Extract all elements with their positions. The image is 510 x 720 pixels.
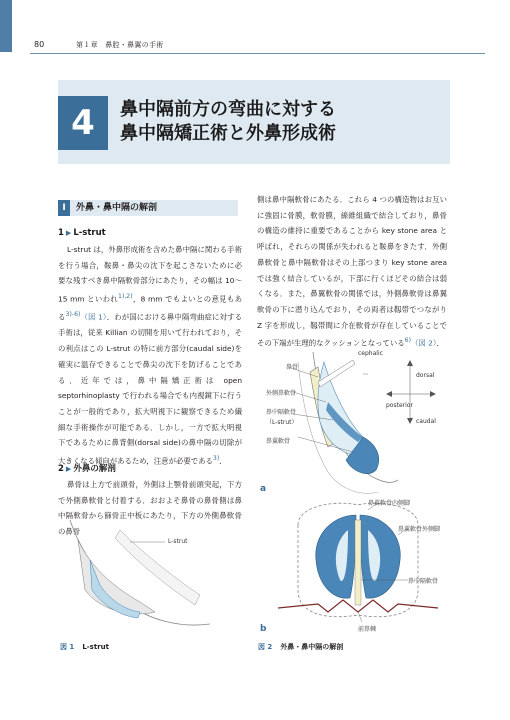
citation: 3)-6) [65, 311, 81, 319]
paragraph-keystone [257, 192, 447, 352]
paragraph-text: ．わが国における鼻中隔弯曲症に対する手術は，従来 Killian の切開を用いて行われており，その利点はこの L-strut の特に前方部分(caudal side)を確実に温存できることで鼻尖の沈下を防げることである．近年では，鼻中隔矯正術は open septorhinoplasty で行われる場合でも内視鏡下に行うことが一般的であり，拡大明視下に観察できるため繊細な手術操作が可能である．しかし，一方で拡大明視下であるために鼻背側(dorsal side)の鼻中隔の切除が大きくなる傾向があるため，注意が必要である [58, 312, 242, 466]
label-lstrut-fig1: L-strut [168, 538, 188, 545]
subheading-label: 外鼻の解剖 [73, 464, 116, 474]
section-number-box: 4 [58, 96, 108, 150]
paragraph-text: ． [436, 338, 444, 348]
subheading-label: L-strut [73, 228, 106, 238]
caption-text: 外鼻・鼻中隔の解剖 [280, 643, 344, 651]
citation: 3) [212, 455, 220, 463]
label-medial-crus: 鼻翼軟骨内側脚 [368, 500, 411, 507]
section-heading-number: I [58, 200, 70, 216]
page-number: 80 [34, 40, 45, 49]
subheading-lstrut [58, 228, 106, 238]
figure-1 [60, 520, 240, 632]
figure-2b [258, 500, 458, 640]
caption-number: 図 2 [258, 643, 273, 651]
triangle-arrow-icon: ▶ [65, 229, 72, 237]
subheading-number: 1 [58, 228, 64, 238]
label-anterior-nasal-spine: 前鼻棘 [358, 626, 377, 633]
figure-1-caption [60, 642, 109, 652]
paragraph-text: 側は鼻中隔軟骨にあたる．これら 4 つの構造物はお互いに強固に骨膜，軟骨膜，線維組織で結合しており，鼻骨の構造の維持に重要であることから key stone area と呼ばれ，それらの関係が失われると鞍鼻をきたす．外側鼻軟骨と鼻中隔軟骨はその上部つまり key stone area では強く結合しているが，下部に行くほどその結合は弱くなる．また，鼻翼軟骨の関係では，外側鼻軟骨は鼻翼軟骨の下に潜り込んでおり，その両者は靱帯でつながり Z 字を形成し，靱帯間に介在軟骨が存在していることでその下端が生理的なクッションとなっている [257, 195, 447, 348]
citation: 6) [404, 337, 411, 345]
label-alar-cartilage: 鼻翼軟骨 [266, 438, 291, 445]
figure-reference: （図 1） [80, 312, 107, 322]
subheading-external-nose [58, 462, 116, 474]
header-rule [30, 53, 485, 54]
panel-letter-b: b [260, 624, 267, 634]
nose-base-illustration [258, 500, 458, 640]
label-nasal-bone: 鼻骨 [286, 364, 299, 371]
figure-reference: （図 2） [411, 338, 437, 348]
label-lstrut: （L-strut） [266, 419, 298, 426]
label-dorsal: dorsal [416, 372, 435, 379]
paragraph-text: L-strut は，外鼻形成術を含めた鼻中隔に関わる手術を行う場合，鞍鼻・鼻尖の沈下を起こさないために必要な残すべき鼻中隔軟骨部分にあたり，その幅は 10～15 mm といわれ [58, 245, 242, 304]
subheading-number: 2 [58, 464, 64, 474]
caption-number: 図 1 [60, 643, 75, 651]
paragraph-lstrut [58, 242, 242, 469]
label-septal-cartilage: 鼻中隔軟骨 [266, 409, 297, 416]
paragraph-text: ． [219, 456, 227, 466]
section-heading-label: 外鼻・鼻中隔の解剖 [76, 203, 158, 213]
label-upper-lateral-cartilage: 外側鼻軟骨 [266, 390, 297, 397]
triangle-arrow-icon: ▶ [65, 465, 72, 473]
citation: 1),2) [118, 293, 133, 301]
page-title: 鼻中隔前方の弯曲に対する 鼻中隔矯正術と外鼻形成術 [120, 99, 336, 144]
label-septal-cartilage-b: 鼻中隔軟骨 [408, 578, 439, 585]
figure-2a [258, 352, 458, 502]
caption-text: L-strut [82, 643, 109, 651]
lstrut-illustration [60, 520, 240, 632]
label-caudal: caudal [416, 418, 436, 425]
figure-2-caption [258, 642, 343, 652]
paragraph-text: 鼻骨は上方で前頭骨，外側は上顎骨前頭突起，下方で外側鼻軟骨と付着する．おおよそ鼻骨の鼻骨側は鼻中隔軟骨から篩骨正中板にあたり，下方の外側鼻軟骨の鼻骨 [58, 480, 242, 537]
paragraph-text: ，8 mm でもよいとの意見もある [58, 294, 242, 322]
running-chapter-title: 第１章 鼻腔・鼻翼の手術 [76, 41, 164, 49]
label-cephalic: cephalic [358, 350, 383, 357]
page-edge-tab [0, 0, 12, 52]
panel-letter-a: a [260, 484, 267, 494]
label-lateral-crus: 鼻翼軟骨外側脚 [398, 526, 441, 533]
label-posterior: posterior [386, 402, 413, 409]
